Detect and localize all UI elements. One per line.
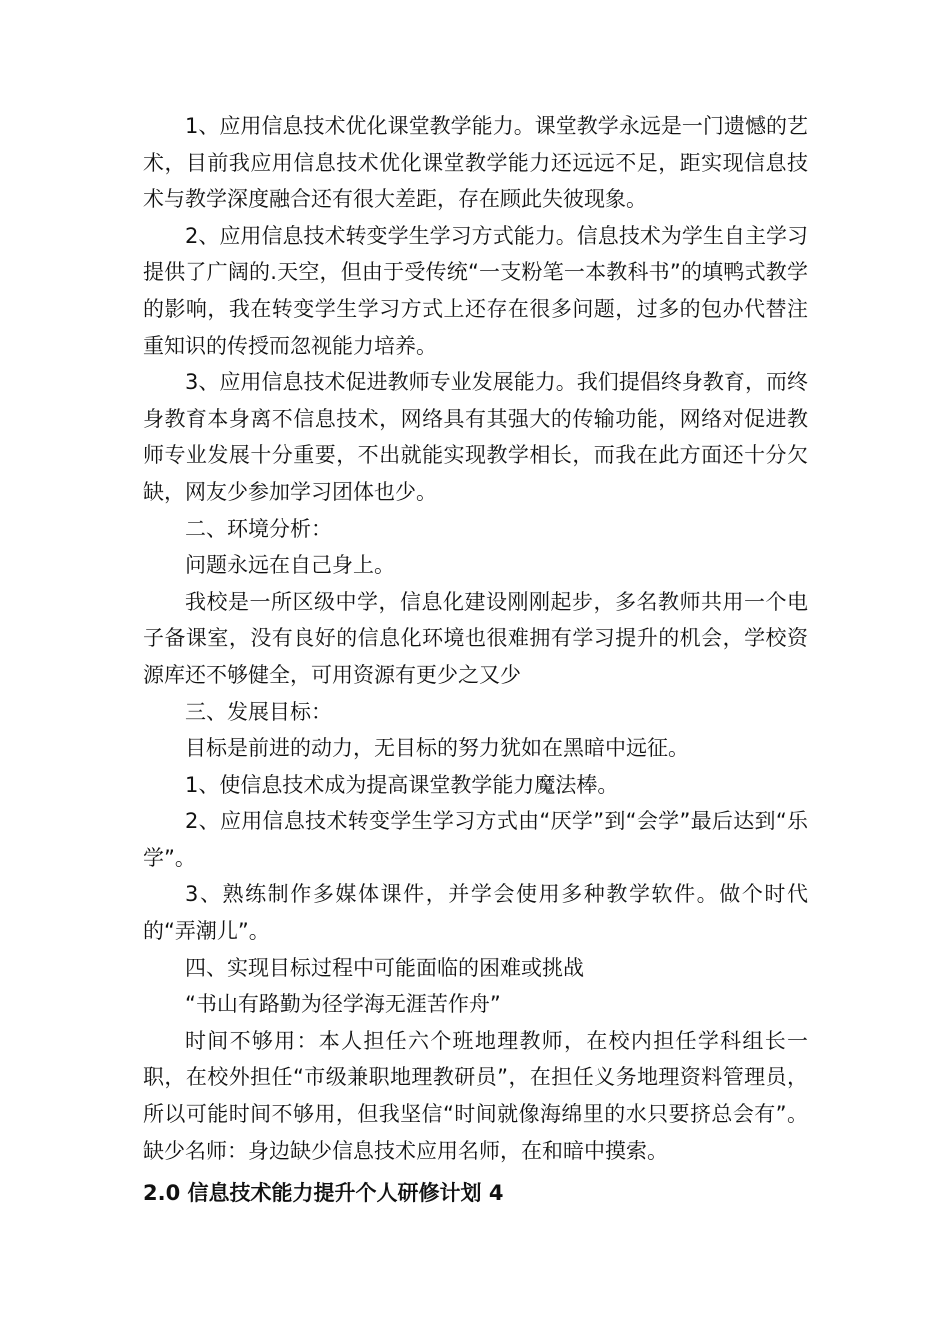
paragraph-5: 我校是一所区级中学，信息化建设刚刚起步，多名教师共用一个电子备课室，没有良好的信息化环境也很难拥有学习提升的机会，学校资源库还不够健全，可用资源有更少之又少: [143, 589, 808, 687]
section-title-challenges: 四、实现目标过程中可能面临的困难或挑战: [185, 955, 584, 980]
paragraph-8: 2、应用信息技术转变学生学习方式由“厌学”到“会学”最后达到“乐学”。: [143, 809, 808, 870]
paragraph-1: 1、应用信息技术优化课堂教学能力。课堂教学永远是一门遗憾的艺术，目前我应用信息技术优化课堂教学能力还远远不足，距实现信息技术与教学深度融合还有很大差距，存在顾此失彼现象。: [143, 114, 808, 212]
paragraph-2: 2、应用信息技术转变学生学习方式能力。信息技术为学生自主学习提供了广阔的.天空，但由于受传统“一支粉笔一本教科书”的填鸭式教学的影响，我在转变学生学习方式上还存在很多问题，过多的包办代替注重知识的传授而忽视能力培养。: [143, 223, 808, 358]
section-heading: 2.0 信息技术能力提升个人研修计划 4: [143, 1181, 504, 1206]
paragraph-7: 1、使信息技术成为提高课堂教学能力魔法棒。: [185, 772, 619, 797]
section-title-goals: 三、发展目标：: [185, 699, 332, 724]
paragraph-4: 问题永远在自己身上。: [185, 553, 395, 578]
document-page: [143, 108, 808, 1212]
quote-paragraph: “书山有路勤为径学海无涯苦作舟”: [185, 992, 501, 1017]
section-title-environment: 二、环境分析：: [185, 516, 332, 541]
paragraph-6: 目标是前进的动力，无目标的努力犹如在黑暗中远征。: [185, 736, 689, 761]
paragraph-9: 3、熟练制作多媒体课件，并学会使用多种教学软件。做个时代的“弄潮儿”。: [143, 882, 808, 944]
paragraph-3: 3、应用信息技术促进教师专业发展能力。我们提倡终身教育，而终身教育本身离不信息技术，网络具有其强大的传输功能，网络对促进教师专业发展十分重要，不出就能实现教学相长，而我在此方面还十分欠缺，网友少参加学习团体也少。: [143, 370, 808, 504]
paragraph-10: 时间不够用：本人担任六个班地理教师，在校内担任学科组长一职，在校外担任“市级兼职地理教研员”，在担任义务地理资料管理员，所以可能时间不够用，但我坚信“时间就像海绵里的水只要挤总会有”。缺少名师：身边缺少信息技术应用名师，在和暗中摸索。: [143, 1028, 808, 1163]
